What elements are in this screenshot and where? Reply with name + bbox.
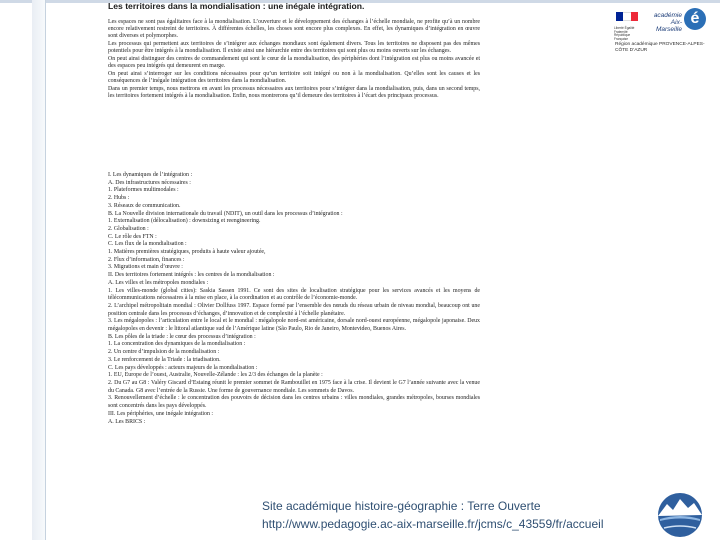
intro-paragraph: Les processus qui permettent aux territoires de s’intégrer aux échanges mondiaux sont également divers. Tous les territoires ne disposent pas des mêmes potentiels pour être intégrés à la mondialisation. Il existe ainsi une hiérarchie entre des territoires qui sont plus ou moins ouverts sur les échanges. xyxy=(108,41,480,55)
terre-ouverte-globe-icon xyxy=(650,488,710,538)
flag-blue xyxy=(616,12,623,21)
intro-paragraph: On peut ainsi s’interroger sur les conditions nécessaires pour qu’un territoire soit intégré ou non à la mondialisation. Qu’elles sont les causes et les conséquences de l’inégale intégration des territoires dans la mondialisation. xyxy=(108,71,480,85)
outline-line: 2. L’archipel métropolitain mondial : Olivier Dollfuss 1997. Espace formé par l’ensemble des nœuds du réseau urbain de niveau mondial, beaucoup ont une position centrale dans les processus d’échanges, d’innovation et de complexité à l’échelle planétaire. xyxy=(108,302,480,317)
outline-line: 2. Un centre d’impulsion de la mondialisation : xyxy=(108,349,220,356)
outline-line: 2. Flux d’information, finances : xyxy=(108,256,185,263)
outline-line: 1. Plateformes multimodales : xyxy=(108,187,179,194)
academy-logo xyxy=(612,6,712,56)
outline-line: C. Les pays développés : acteurs majeurs de la mondialisation : xyxy=(108,364,258,371)
outline-line: C. Le rôle des FTN : xyxy=(108,233,157,240)
footer-site-title: Site académique histoire-géographie : Terre Ouverte xyxy=(262,499,541,513)
academy-e-icon: é xyxy=(684,8,706,30)
outline-line: 3. Renouvellement d’échelle : le concentration des pouvoirs de décision dans les centres urbains : villes mondiales, grandes métropoles, bourses mondiales sont concentrés dans les pays développés. xyxy=(108,395,480,410)
outline-line: 3. Réseaux de communication. xyxy=(108,202,181,209)
outline-line: A. Les BRICS : xyxy=(108,418,146,425)
academy-name: académie Aix-Marseille xyxy=(653,12,682,33)
outline-plan xyxy=(108,172,480,426)
scanned-document xyxy=(108,0,480,540)
flag-red xyxy=(631,12,638,21)
outline-line: 1. Matières premières stratégiques, produits à haute valeur ajoutée, xyxy=(108,249,266,256)
outline-line: B. La Nouvelle division internationale du travail (NDIT), un outil dans les processus d’intégration : xyxy=(108,210,343,217)
footer-url-link[interactable]: http://www.pedagogie.ac-aix-marseille.fr/jcms/c_43559/fr/accueil xyxy=(262,517,604,531)
outline-line: 3. Le renforcement de la Triade : la triadisation. xyxy=(108,356,221,363)
intro-paragraph: On peut ainsi distinguer des centres de commandement qui sont le cœur de la mondialisation, des périphéries dont l’intégration est plus ou moins avancée et des espaces peu intégrés qui demeurent en marge. xyxy=(108,56,480,70)
outline-line: 1. EU, Europe de l’ouest, Australie, Nouvelle-Zélande : les 2/3 des échanges de la planète : xyxy=(108,372,323,379)
outline-line: 2. Du G7 au G8 : Valéry Giscard d’Estaing réunit le premier sommet de Rambouillet en 1975 face à la crise. Il devient le G7 l’année suivante avec la venue du Canada. G8 avec l’entrée de la Russie. Une forme de gouvernance mondiale. Les sommets de Davos. xyxy=(108,379,480,394)
outline-line: B. Les pôles de la triade : le cœur des processus d’intégration : xyxy=(108,333,256,340)
region-label: Région académique PROVENCE-ALPES-CÔTE D’AZUR xyxy=(615,42,705,53)
outline-line: A. Des infrastructures nécessaires : xyxy=(108,179,191,186)
document-title: Les territoires dans la mondialisation : une inégale intégration. xyxy=(108,1,365,11)
outline-line: C. Les flux de la mondialisation : xyxy=(108,241,187,248)
outline-line: I. Les dynamiques de l’intégration : xyxy=(108,172,193,178)
outline-line: 3. Migrations et main d’œuvre : xyxy=(108,264,183,271)
flag-white xyxy=(623,12,630,21)
left-page-edge xyxy=(32,0,46,540)
outline-line: 3. Les mégalopoles : l’articulation entre le local et le mondial : mégalopole nord-est américaine, dorsale nord-ouest européenne, mégalopole japonaise. Deux mégalopoles en devenir : le littoral atlantique sud de l’Amérique latine (São Paulo, Rio de Janeiro, Montevideo, Buenos Aires. xyxy=(108,318,480,333)
outline-line: 2. Globalisation : xyxy=(108,225,149,232)
outline-line: A. Les villes et les métropoles mondiales : xyxy=(108,279,209,286)
outline-line: 1. La concentration des dynamiques de la mondialisation : xyxy=(108,341,246,348)
republic-label: Liberté Égalité Fraternité République Française xyxy=(614,26,635,41)
marianne-flag-icon xyxy=(616,12,638,25)
intro-paragraph: Dans un premier temps, nous mettrons en avant les processus nécessaires aux territoires pour s’intégrer dans la mondialisation, puis, dans un second temps, les territoires fortement intégrés à la mondialisation. Enfin, nous montrerons qu’il demeure des territoires à l’écart des principaux processus. xyxy=(108,86,480,100)
outline-line: II. Des territoires fortement intégrés : les centres de la mondialisation : xyxy=(108,272,275,279)
intro-text xyxy=(108,19,480,102)
outline-line: III. Les périphéries, une inégale intégration : xyxy=(108,410,214,417)
intro-paragraph: Les espaces ne sont pas égalitaires face à la mondialisation. L’ouverture et le développement des échanges à l’échelle mondiale, ne profite qu’à un nombre encore relativement restreint de territoires. À différentes échelles, les choses sont encore plus complexes. En effet, les dynamiques d’intégration en œuvre sont diverses et polymorphes. xyxy=(108,19,480,40)
outline-line: 1. Externalisation (délocalisation) : downsizing et reengineering. xyxy=(108,218,261,225)
outline-line: 2. Hubs : xyxy=(108,195,130,202)
outline-line: 1. Les villes-monde (global cities): Saskia Sassen 1991. Ce sont des sites de localisation stratégique pour les services avancés et les moyens de télécommunications nécessaires à la mise en place, à la coordination et au contrôle de l’économie-monde. xyxy=(108,287,480,302)
